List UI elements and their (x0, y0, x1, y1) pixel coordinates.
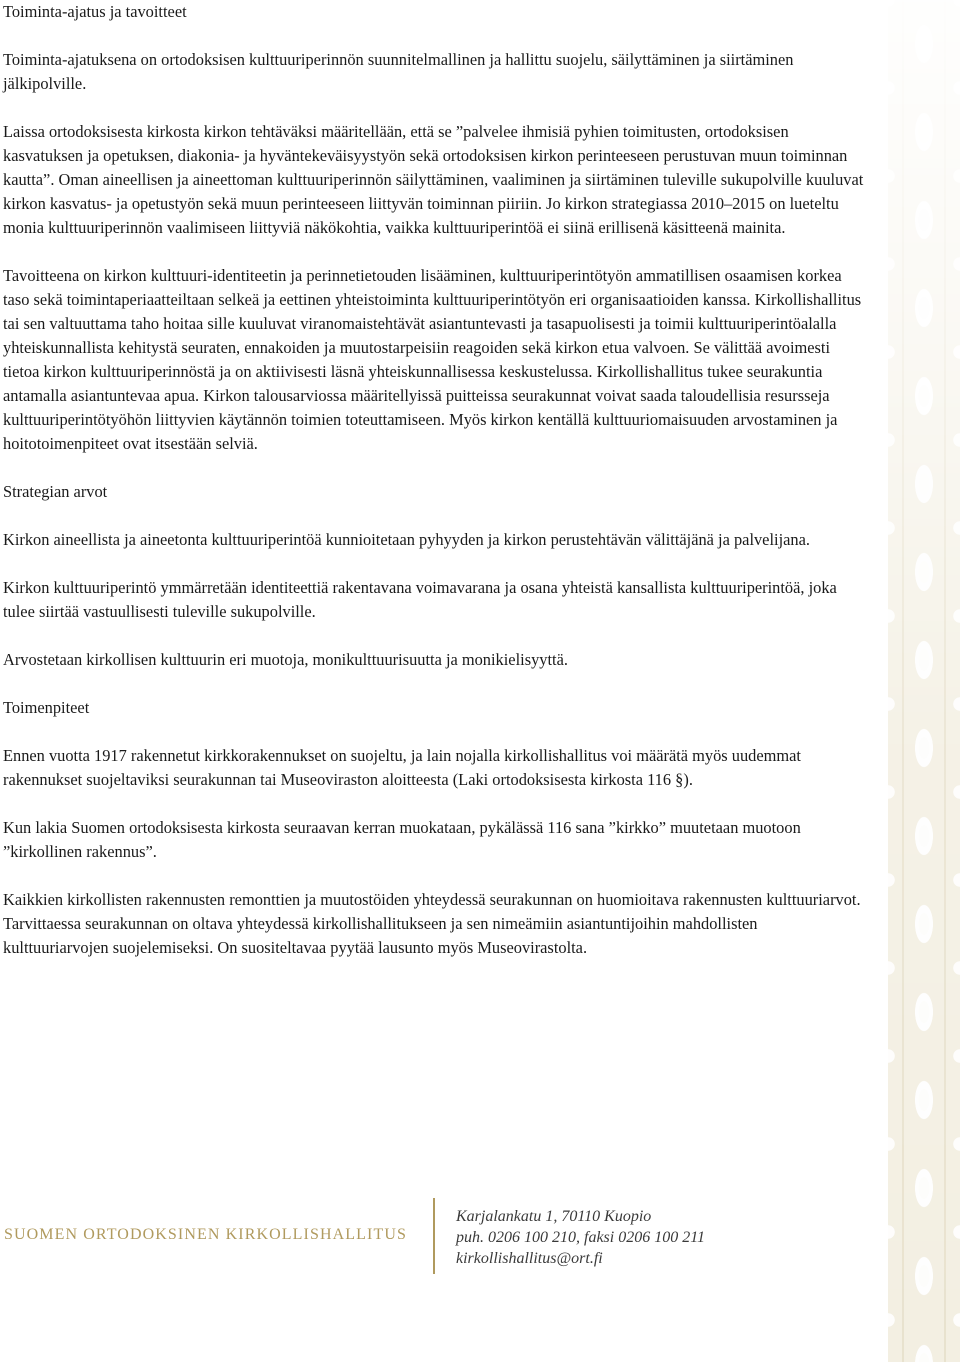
paragraph: Kun lakia Suomen ortodoksisesta kirkosta seuraavan kerran muokataan, pykälässä 116 sana ”kirkko” muutetaan muotoon ”kirkollinen rakennus”. (3, 818, 801, 861)
paragraph: Arvostetaan kirkollisen kulttuurin eri muotoja, monikulttuurisuutta ja monikielisyyttä. (3, 650, 568, 669)
organization-name: SUOMEN ORTODOKSINEN KIRKOLLISHALLITUS (4, 1226, 407, 1243)
paragraph: Kirkon aineellista ja aineetonta kulttuuriperintöä kunnioitetaan pyhyyden ja kirkon perustehtävän välittäjänä ja palvelijana. (3, 530, 810, 549)
contact-block (456, 1206, 705, 1269)
contact-email[interactable]: kirkollishallitus@ort.fi (456, 1250, 603, 1267)
contact-address: Karjalankatu 1, 70110 Kuopio (456, 1208, 652, 1225)
section-heading-values: Strategian arvot (3, 482, 108, 501)
paragraph: Laissa ortodoksisesta kirkosta kirkon tehtäväksi määritellään, että se ”palvelee ihmisiä pyhien toimitusten, ortodoksisen kasvatuksen ja opetuksen, diakonia- ja hyväntekeväisyystyön sekä ortodoksisen kirkon perinteeseen perustuvan muun toiminnan kautta”. Oman aineellisen ja aineettoman kulttuuriperinnön säilyttäminen, vaaliminen ja siirtäminen tuleville sukupolville kuuluvat kirkon kasvatus- ja opetustyön sekä muun perinteeseen liittyvän toiminnan piiriin. Jo kirkon strategiassa 2010–2015 on lueteltu monia kulttuuriperinnön vaalimiseen liittyviä näkökohtia, vaikka kulttuuriperintöä ei siinä erillisenä käsitteenä mainita. (3, 122, 864, 237)
decorative-ornament-strip (888, 0, 960, 1362)
paragraph: Tavoitteena on kirkon kulttuuri-identiteetin ja perinnetietouden lisääminen, kulttuuriperintötyön ammatillisen osaamisen korkea taso sekä toimintaperiaatteiltaan selkeä ja eettinen yhteistoiminta kulttuuriperintötyön eri organisaatioiden kanssa. Kirkollishallitus tai sen valtuuttama taho hoitaa sille kuuluvat viranomaistehtävät asiantuntevasti ja tasapuolisesti ja toimii kulttuuriperintöalalla yhteiskunnallista kehitystä seuraten, ennakoiden ja muutostarpeisiin reagoiden sekä kirkon etua valvoen. Se välittää avoimesti tietoa kirkon kulttuuriperinnöstä ja on aktiivisesti läsnä yhteiskunnallisessa keskustelussa. Kirkollishallitus tukee seurakuntia antamalla asiantuntevaa apua. Kirkon talousarviossa määritellyissä puitteissa seurakunnat voivat saada taloudellisia resursseja kulttuuriperintötyöhön liittyvien käytännön toimien toteuttamiseen. Myös kirkon kentällä kulttuuriomaisuuden arvostaminen ja hoitotoimenpiteet ovat itsestään selviä. (3, 266, 862, 453)
letterhead-footer (0, 1196, 888, 1276)
section-heading-actions: Toimenpiteet (3, 698, 90, 717)
contact-phone: puh. 0206 100 210, faksi 0206 100 211 (456, 1229, 706, 1246)
document-flow (3, 48, 865, 984)
paragraph: Toiminta-ajatuksena on ortodoksisen kulttuuriperinnön suunnitelmallinen ja hallittu suojelu, säilyttäminen ja siirtäminen jälkipolville. (3, 50, 794, 93)
footer-divider (433, 1198, 435, 1274)
section-heading-goals: Toiminta-ajatus ja tavoitteet (3, 2, 187, 21)
paragraph: Kirkon kulttuuriperintö ymmärretään identiteettiä rakentavana voimavarana ja osana yhteistä kansallista kulttuuriperintöä, joka tulee siirtää vastuullisesti tuleville sukupolville. (3, 578, 837, 621)
paragraph: Kaikkien kirkollisten rakennusten remonttien ja muutostöiden yhteydessä seurakunnan on huomioitava rakennusten kulttuuriarvot. Tarvittaessa seurakunnan on oltava yhteydessä kirkollishallitukseen ja sen nimeämiin asiantuntijoihin mahdollisten kulttuuriarvojen suojelemiseksi. On suositeltavaa pyytää lausunto myös Museovirastolta. (3, 890, 861, 957)
paragraph: Ennen vuotta 1917 rakennetut kirkkorakennukset on suojeltu, ja lain nojalla kirkollishallitus voi määrätä myös uudemmat rakennukset suojeltaviksi seurakunnan tai Museoviraston aloitteesta (Laki ortodoksisesta kirkosta 116 §). (3, 746, 801, 789)
